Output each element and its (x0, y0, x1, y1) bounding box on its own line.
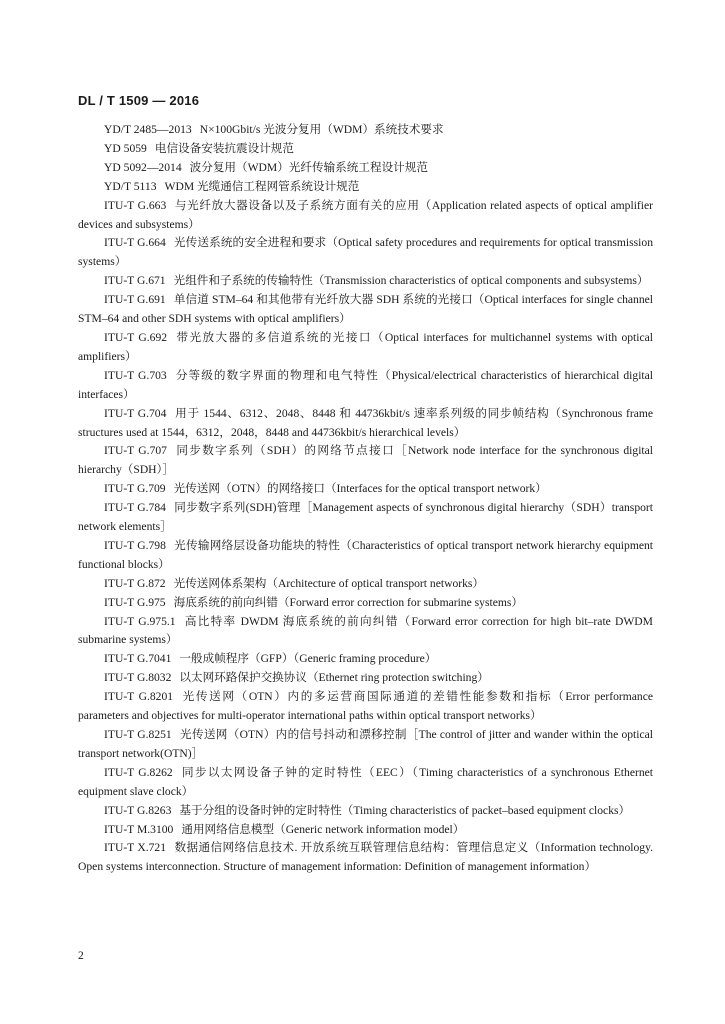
reference-code: ITU-T G.707 (104, 444, 167, 458)
reference-entry (78, 688, 653, 726)
reference-title: 以太网环路保护交换协议（Ethernet ring protection switching） (179, 671, 489, 685)
reference-code: ITU-T G.975 (104, 595, 166, 609)
reference-title: 同步数字系列(SDH)管理［Management aspects of synchronous digital hierarchy（SDH）transport network elements］ (78, 501, 653, 534)
reference-code: ITU-T G.704 (104, 406, 167, 420)
reference-entry (78, 480, 653, 499)
reference-entry (78, 329, 653, 367)
reference-entry (78, 291, 653, 329)
reference-title: 同步以太网设备子钟的定时特性（EEC）（Timing characteristics of a synchronous Ethernet equipment slave clock） (78, 765, 653, 798)
reference-code: ITU-T G.664 (104, 236, 166, 250)
reference-entry (78, 272, 653, 291)
standard-header: DL / T 1509 — 2016 (78, 93, 200, 108)
reference-entry (78, 197, 653, 235)
reference-code: ITU-T G.798 (104, 538, 166, 552)
reference-code: ITU-T G.671 (104, 274, 166, 288)
reference-entry (78, 499, 653, 537)
reference-entry (78, 613, 653, 651)
reference-code: ITU-T M.3100 (104, 822, 174, 836)
reference-code: ITU-T X.721 (104, 841, 167, 855)
reference-title: 用于 1544、6312、2048、8448 和 44736kbit/s 速率系列级的同步帧结构（Synchronous frame structures used at 1544，6312，2048，8448 and 44736kbit/s hierarchical levels） (78, 406, 654, 439)
reference-entry (78, 821, 653, 840)
reference-entry (78, 234, 653, 272)
reference-entry (78, 802, 653, 821)
reference-title: WDM 光缆通信工程网管系统设计规范 (164, 179, 360, 193)
reference-title: 波分复用（WDM）光纤传输系统工程设计规范 (189, 160, 428, 174)
reference-title: 海底系统的前向纠错（Forward error correction for submarine systems） (173, 595, 523, 609)
reference-title: 同步数字系列（SDH）的网络节点接口［Network node interface for the synchronous digital hierarchy（SDH）］ (78, 444, 654, 477)
reference-title: 电信设备安装抗震设计规范 (154, 141, 294, 155)
reference-code: ITU-T G.872 (104, 576, 166, 590)
reference-entry (78, 726, 653, 764)
page-number: 2 (78, 950, 84, 962)
reference-code: ITU-T G.709 (104, 482, 166, 496)
reference-title: N×100Gbit/s 光波分复用（WDM）系统技术要求 (199, 123, 444, 136)
reference-title: 光传送网（OTN）内的信号抖动和漂移控制［The control of jitter and wander within the optical transport network(OTN)］ (78, 728, 653, 760)
reference-title: 光传输网络层设备功能块的特性（Characteristics of optical transport network hierarchy equipment functional blocks） (78, 538, 653, 571)
reference-code: ITU-T G.8262 (104, 765, 173, 779)
reference-code: ITU-T G.7041 (104, 652, 172, 666)
reference-entry (78, 405, 653, 443)
reference-entry (78, 669, 653, 688)
reference-title: 光传送系统的安全进程和要求（Optical safety procedures and requirements for optical transmission systems） (78, 236, 653, 269)
reference-title: 与光纤放大器设备以及子系统方面有关的应用（Application related aspects of optical amplifier devices and subsystems） (78, 198, 654, 231)
reference-code: ITU-T G.8201 (104, 690, 174, 704)
reference-title: 单信道 STM–64 和其他带有光纤放大器 SDH 系统的光接口（Optical interfaces for single channel STM–64 and other SDH systems with optical amplifiers） (78, 293, 654, 326)
reference-code: ITU-T G.703 (104, 368, 167, 382)
reference-title: 光组件和子系统的传输特性（Transmission characteristics of optical components and subsystems） (173, 274, 649, 288)
reference-entry (78, 159, 653, 178)
reference-code: ITU-T G.8251 (104, 728, 172, 741)
reference-code: ITU-T G.692 (104, 330, 168, 344)
reference-entry (78, 575, 653, 594)
reference-code: YD/T 5113 (104, 179, 157, 193)
reference-title: 通用网络信息模型（Generic network information model） (181, 822, 465, 836)
reference-code: ITU-T G.691 (104, 293, 166, 307)
normative-references-list (78, 121, 653, 877)
reference-title: 带光放大器的多信道系统的光接口（Optical interfaces for multichannel systems with optical amplifiers） (78, 330, 654, 363)
reference-code: ITU-T G.975.1 (104, 614, 176, 628)
reference-entry (78, 140, 653, 159)
reference-entry (78, 650, 653, 669)
reference-code: YD 5092—2014 (104, 160, 182, 174)
reference-title: 高比特率 DWDM 海底系统的前向纠错（Forward error correction for high bit–rate DWDM submarine systems） (78, 614, 653, 647)
reference-entry (78, 537, 653, 575)
reference-entry (78, 367, 653, 405)
reference-code: YD 5059 (104, 141, 147, 155)
reference-entry (78, 121, 653, 140)
reference-title: 分等级的数字界面的物理和电气特性（Physical/electrical characteristics of hierarchical digital interfaces） (78, 368, 653, 401)
reference-entry (78, 839, 653, 877)
reference-code: ITU-T G.8032 (104, 671, 172, 685)
reference-code: ITU-T G.8263 (104, 803, 172, 817)
reference-title: 数据通信网络信息技术. 开放系统互联管理信息结构：管理信息定义（Information technology. Open systems interconnection. Structure of management information: Definition of management information） (78, 841, 654, 874)
reference-title: 光传送网（OTN）的网络接口（Interfaces for the optical transport network） (173, 482, 547, 496)
reference-entry (78, 594, 653, 613)
reference-title: 光传送网体系架构（Architecture of optical transport networks） (173, 576, 484, 590)
reference-entry (78, 178, 653, 197)
reference-entry (78, 764, 653, 802)
reference-code: ITU-T G.784 (104, 501, 166, 515)
reference-entry (78, 442, 653, 480)
reference-title: 基于分组的设备时钟的定时特性（Timing characteristics of packet–based equipment clocks） (179, 803, 631, 817)
reference-code: YD/T 2485—2013 (104, 123, 192, 136)
reference-title: 一般成帧程序（GFP）（Generic framing procedure） (179, 652, 437, 666)
reference-title: 光传送网（OTN）内的多运营商国际通道的差错性能参数和指标（Error performance parameters and objectives for multi-operator international paths within optical transport networks） (78, 690, 653, 723)
reference-code: ITU-T G.663 (104, 198, 167, 212)
